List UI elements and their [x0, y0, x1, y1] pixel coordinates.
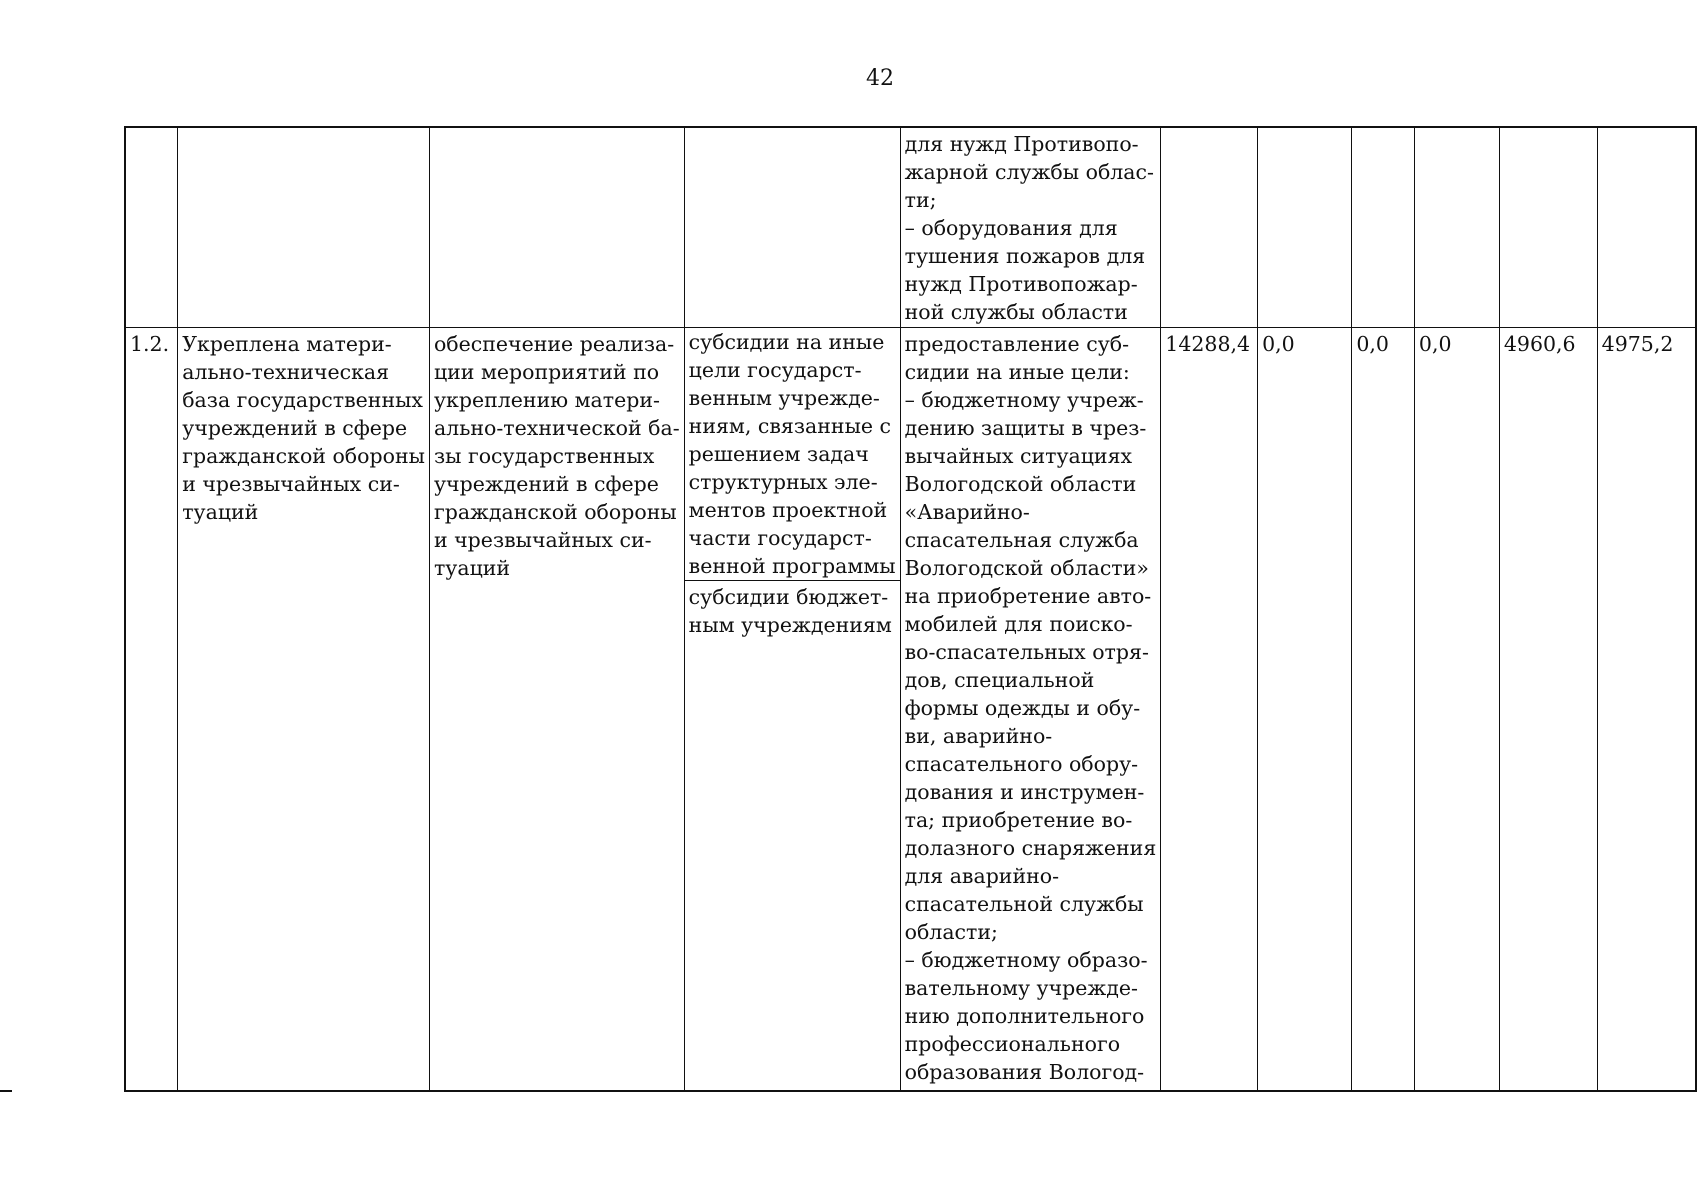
text-line: венным учрежде- — [688, 385, 880, 410]
cell-number — [125, 127, 178, 327]
cell-value: 0,0 — [1258, 327, 1352, 1091]
cell-value — [1161, 127, 1258, 327]
cell-value: 0,0 — [1352, 327, 1415, 1091]
text-line: база государственных — [182, 387, 423, 412]
text-line: гражданской обороны — [433, 499, 677, 524]
text-line: на приобретение авто- — [904, 583, 1152, 608]
text-line: мобилей для поиско- — [904, 611, 1133, 636]
text-line: – оборудования для — [904, 216, 1118, 240]
cell-value: 4975,2 — [1597, 327, 1696, 1091]
text-line: спасательного обору- — [904, 751, 1139, 776]
cell-task — [429, 127, 684, 327]
text-line: туаций — [182, 499, 259, 524]
text-line: ниям, связанные с — [688, 413, 892, 438]
table-row-continuation — [125, 127, 1696, 327]
text-line: вательному учрежде- — [904, 975, 1138, 1000]
cell-result — [178, 127, 430, 327]
text-line: нию дополнительного — [904, 1003, 1145, 1028]
text-line: обеспечение реализа- — [433, 331, 675, 356]
measure-text — [905, 130, 1157, 326]
text-line: формы одежды и обу- — [904, 695, 1141, 720]
program-table — [124, 126, 1697, 1092]
text-line: субсидии бюджет- — [688, 584, 889, 609]
text-line: та; приобретение во- — [904, 807, 1133, 832]
cell-value — [1597, 127, 1696, 327]
text-line: ви, аварийно- — [904, 723, 1053, 748]
page-number: 42 — [866, 66, 894, 91]
text-line: ной службы области — [904, 300, 1128, 324]
text-line: образования Вологод- — [904, 1059, 1145, 1084]
cell-value — [1352, 127, 1415, 327]
text-line: во-спасательных отря- — [904, 639, 1149, 664]
cell-value: 4960,6 — [1499, 327, 1597, 1091]
text-line: туаций — [433, 555, 511, 580]
text-line: спасательной службы — [904, 891, 1144, 916]
text-line: Вологодской области — [904, 471, 1137, 496]
cell-result — [178, 327, 430, 1091]
table-row-1-2 — [125, 327, 1696, 1091]
text-line: укреплению матери- — [433, 387, 660, 412]
text-line: вычайных ситуациях — [904, 443, 1133, 468]
text-line: венной программы — [688, 553, 896, 578]
text-line: профессионального — [904, 1031, 1121, 1056]
text-line: ментов проектной — [688, 497, 888, 522]
margin-mark — [0, 1090, 12, 1092]
text-line: – бюджетному учреж- — [904, 387, 1144, 412]
cell-value: 14288,4 — [1161, 327, 1258, 1091]
text-line: дования и инструмен- — [904, 779, 1145, 804]
text-line: долазного снаряжения — [904, 835, 1157, 860]
text-line: ным учреждениям — [688, 612, 892, 637]
cell-value — [1499, 127, 1597, 327]
text-line: Вологодской области» — [904, 555, 1149, 580]
text-line: «Аварийно- — [904, 499, 1030, 524]
cell-value — [1258, 127, 1352, 327]
text-line: нужд Противопожар- — [904, 272, 1138, 296]
text-line: спасательная служба — [904, 527, 1139, 552]
text-line: дению защиты в чрез- — [904, 415, 1147, 440]
text-line: сидии на иные цели: — [904, 359, 1130, 384]
text-line: области; — [904, 919, 998, 944]
text-line: ти; — [904, 188, 937, 212]
text-line: решением задач — [688, 441, 869, 466]
text-line: учреждений в сфере — [182, 415, 408, 440]
text-line: – бюджетному образо- — [904, 947, 1148, 972]
text-line: гражданской обороны — [182, 443, 425, 468]
text-line: учреждений в сфере — [433, 471, 659, 496]
text-line: ции мероприятий по — [433, 359, 660, 384]
text-line: для нужд Противопо- — [904, 132, 1139, 156]
text-line: ально-технической ба- — [433, 415, 680, 440]
cell-measure — [900, 327, 1161, 1091]
text-line: части государст- — [688, 525, 872, 550]
cell-measure — [900, 127, 1161, 327]
cell-value — [1414, 127, 1499, 327]
text-line: зы государственных — [433, 443, 655, 468]
cell-direction — [684, 327, 900, 1091]
direction-block-2 — [685, 581, 900, 639]
cell-value: 0,0 — [1414, 327, 1499, 1091]
text-line: и чрезвычайных си- — [433, 527, 652, 552]
text-line: тушения пожаров для — [904, 244, 1146, 268]
text-line: ально-техническая — [182, 359, 390, 384]
cell-number: 1.2. — [125, 327, 178, 1091]
cell-direction — [684, 127, 900, 327]
text-line: субсидии на иные — [688, 329, 885, 354]
text-line: Укреплена матери- — [182, 331, 392, 356]
text-line: предоставление суб- — [904, 331, 1130, 356]
text-line: и чрезвычайных си- — [182, 471, 400, 496]
text-line: цели государст- — [688, 357, 862, 382]
direction-block-1 — [685, 328, 900, 581]
text-line: для аварийно- — [904, 863, 1060, 888]
text-line: дов, специальной — [904, 667, 1095, 692]
measure-text — [905, 330, 1157, 1086]
text-line: жарной службы облас- — [904, 160, 1154, 184]
text-line: структурных эле- — [688, 469, 878, 494]
cell-task — [429, 327, 684, 1091]
